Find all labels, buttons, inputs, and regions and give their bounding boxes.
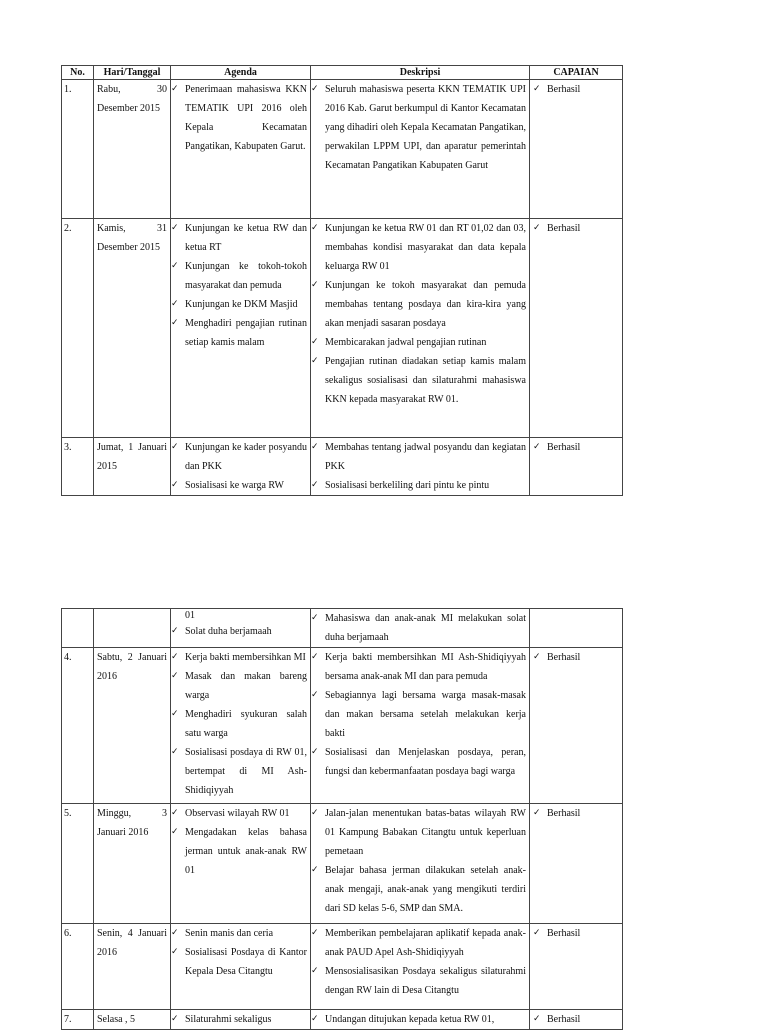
deskripsi-item: ✓ Belajar bahasa jerman dilakukan setelah anak-anak mengaji, anak-anak yang mengikuti terdiri dari SD kelas 5-6, SMP dan SMA.	[311, 861, 526, 918]
row-deskripsi	[311, 924, 530, 1010]
table-row	[62, 1010, 623, 1030]
row-capaian	[530, 80, 623, 219]
agenda-item: ✓ Kerja bakti membersihkan MI	[171, 648, 307, 667]
row-deskripsi	[311, 219, 530, 438]
row-capaian	[530, 924, 623, 1010]
table-row	[62, 924, 623, 1010]
agenda-item: ✓ Kunjungan ke DKM Masjid	[171, 295, 307, 314]
agenda-item: ✓ Masak dan makan bareng warga	[171, 667, 307, 705]
table-row	[62, 804, 623, 924]
row-date: Senin, 4 Januari 2016	[94, 924, 171, 1010]
capaian-status: ✓ Berhasil	[533, 1010, 619, 1029]
capaian-status: ✓ Berhasil	[533, 80, 619, 99]
row-capaian	[530, 1010, 623, 1030]
deskripsi-item: ✓ Kerja bakti membersihkan MI Ash-Shidiqiyyah bersama anak-anak MI dan para pemuda	[311, 648, 526, 686]
agenda-item: ✓ Sosialisasi Posdaya di Kantor Kepala Desa Citangtu	[171, 943, 307, 981]
agenda-item: ✓ Mengadakan kelas bahasa jerman untuk anak-anak RW 01	[171, 823, 307, 880]
row-number: 2.	[62, 219, 94, 438]
agenda-item: ✓ Observasi wilayah RW 01	[171, 804, 307, 823]
agenda-item: ✓ Menghadiri pengajian rutinan setiap kamis malam	[171, 314, 307, 352]
agenda-item: ✓ Silaturahmi sekaligus	[171, 1010, 307, 1029]
row-agenda	[171, 804, 311, 924]
capaian-status: ✓ Berhasil	[533, 924, 619, 943]
row-date: Jumat, 1 Januari 2015	[94, 438, 171, 496]
agenda-item: ✓ Kunjungan ke kader posyandu dan PKK	[171, 438, 307, 476]
deskripsi-item: ✓ Mensosialisasikan Posdaya sekaligus silaturahmi dengan RW lain di Desa Citangtu	[311, 962, 526, 1000]
row-number: 5.	[62, 804, 94, 924]
row-number: 7.	[62, 1010, 94, 1030]
activity-table-1	[61, 65, 623, 496]
capaian-status: ✓ Berhasil	[533, 804, 619, 823]
capaian-status: ✓ Berhasil	[533, 438, 619, 457]
capaian-status: ✓ Berhasil	[533, 219, 619, 238]
row-date: Rabu, 30 Desember 2015	[94, 80, 171, 219]
agenda-item: ✓ Solat duha berjamaah	[171, 622, 307, 641]
table-row	[62, 648, 623, 804]
agenda-item: ✓ Penerimaan mahasiswa KKN TEMATIK UPI 2016 oleh Kepala Kecamatan Pangatikan, Kabupaten Garut.	[171, 80, 307, 156]
row-number	[62, 609, 94, 648]
deskripsi-item: ✓ Mahasiswa dan anak-anak MI melakukan solat duha berjamaah	[311, 609, 526, 647]
row-capaian	[530, 648, 623, 804]
row-deskripsi	[311, 804, 530, 924]
deskripsi-item: ✓ Seluruh mahasiswa peserta KKN TEMATIK UPI 2016 Kab. Garut berkumpul di Kantor Kecamatan yang dihadiri oleh Kepala Kecamatan Pangatikan, perwakilan LPPM UPI, dan aparatur pemerintah Kecamatan Pangatikan Kabupaten Garut	[311, 80, 526, 175]
row-agenda	[171, 80, 311, 219]
agenda-continued-text: 01	[185, 610, 195, 621]
deskripsi-item: ✓ Sosialisasi dan Menjelaskan posdaya, peran, fungsi dan kebermanfaatan posdaya bagi warga	[311, 743, 526, 781]
row-deskripsi	[311, 1010, 530, 1030]
row-capaian	[530, 609, 623, 648]
table-header-row	[62, 66, 623, 80]
table-row	[62, 438, 623, 496]
row-deskripsi	[311, 609, 530, 648]
row-agenda	[171, 1010, 311, 1030]
table-row	[62, 219, 623, 438]
header-no: No.	[62, 66, 94, 80]
deskripsi-item: ✓ Undangan ditujukan kepada ketua RW 01,	[311, 1010, 526, 1029]
row-agenda	[171, 648, 311, 804]
deskripsi-item: ✓ Pengajian rutinan diadakan setiap kamis malam sekaligus sosialisasi dan silaturahmi mahasiswa KKN kepada masyarakat RW 01.	[311, 352, 526, 409]
agenda-item: ✓ Kunjungan ke tokoh-tokoh masyarakat dan pemuda	[171, 257, 307, 295]
header-hari-tanggal: Hari/Tanggal	[94, 66, 171, 80]
header-agenda: Agenda	[171, 66, 311, 80]
capaian-status: ✓ Berhasil	[533, 648, 619, 667]
row-number: 4.	[62, 648, 94, 804]
row-date: Minggu, 3 Januari 2016	[94, 804, 171, 924]
row-agenda	[171, 438, 311, 496]
deskripsi-item: ✓ Membahas tentang jadwal posyandu dan kegiatan PKK	[311, 438, 526, 476]
row-date: Sabtu, 2 Januari 2016	[94, 648, 171, 804]
deskripsi-item: ✓ Kunjungan ke tokoh masyarakat dan pemuda membahas tentang posdaya dan kira-kira yang akan menjadi sasaran posdaya	[311, 276, 526, 333]
row-deskripsi	[311, 438, 530, 496]
agenda-item: ✓ Sosialisasi ke warga RW	[171, 476, 307, 495]
table-row	[62, 80, 623, 219]
row-capaian	[530, 804, 623, 924]
deskripsi-item: ✓ Sosialisasi berkeliling dari pintu ke pintu	[311, 476, 526, 495]
header-capaian: CAPAIAN	[530, 66, 623, 80]
deskripsi-item: ✓ Sebagiannya lagi bersama warga masak-masak dan makan bersama setelah melakukan kerja bakti	[311, 686, 526, 743]
row-number: 1.	[62, 80, 94, 219]
table-row-continuation	[62, 609, 623, 648]
row-number: 6.	[62, 924, 94, 1010]
row-date: Selasa , 5	[94, 1010, 171, 1030]
agenda-item: ✓ Sosialisasi posdaya di RW 01, bertempat di MI Ash-Shidiqiyyah	[171, 743, 307, 800]
row-agenda	[171, 219, 311, 438]
row-deskripsi	[311, 80, 530, 219]
deskripsi-item: ✓ Kunjungan ke ketua RW 01 dan RT 01,02 dan 03, membahas kondisi masyarakat dan data kepala keluarga RW 01	[311, 219, 526, 276]
activity-table-2	[61, 608, 623, 1030]
agenda-item: ✓ Senin manis dan ceria	[171, 924, 307, 943]
row-agenda	[171, 609, 311, 648]
agenda-item: ✓ Menghadiri syukuran salah satu warga	[171, 705, 307, 743]
row-deskripsi	[311, 648, 530, 804]
deskripsi-item: ✓ Membicarakan jadwal pengajian rutinan	[311, 333, 526, 352]
deskripsi-item: ✓ Memberikan pembelajaran aplikatif kepada anak-anak PAUD Apel Ash-Shidiqiyyah	[311, 924, 526, 962]
deskripsi-item: ✓ Jalan-jalan menentukan batas-batas wilayah RW 01 Kampung Babakan Citangtu untuk keperluan pemetaan	[311, 804, 526, 861]
header-deskripsi: Deskripsi	[311, 66, 530, 80]
row-agenda	[171, 924, 311, 1010]
row-date: Kamis, 31 Desember 2015	[94, 219, 171, 438]
agenda-item: ✓ Kunjungan ke ketua RW dan ketua RT	[171, 219, 307, 257]
row-capaian	[530, 219, 623, 438]
row-number: 3.	[62, 438, 94, 496]
row-date	[94, 609, 171, 648]
row-capaian	[530, 438, 623, 496]
